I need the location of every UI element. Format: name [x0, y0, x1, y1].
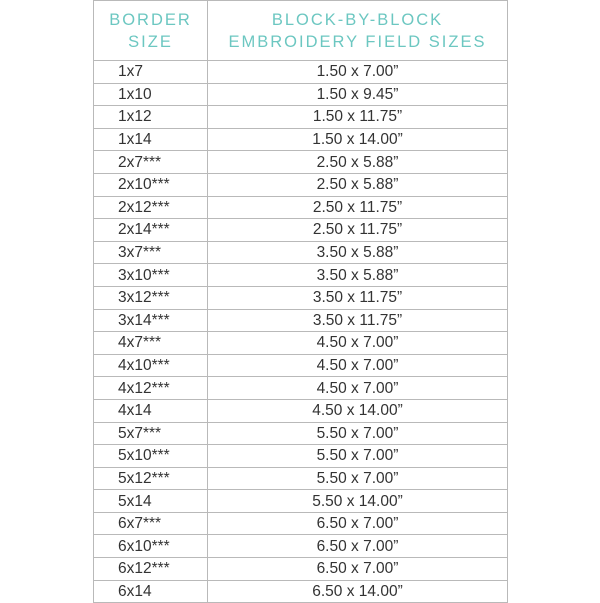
border-size-cell: 6x12*** — [94, 558, 208, 581]
table-row — [94, 286, 508, 309]
border-size-cell: 1x12 — [94, 106, 208, 129]
table-row — [94, 467, 508, 490]
table-row — [94, 309, 508, 332]
border-size-cell: 3x12*** — [94, 286, 208, 309]
field-size-cell: 6.50 x 7.00” — [208, 535, 508, 558]
table-row — [94, 399, 508, 422]
border-size-cell: 2x14*** — [94, 219, 208, 242]
table-row — [94, 173, 508, 196]
border-size-header — [94, 1, 208, 61]
border-size-cell: 4x12*** — [94, 377, 208, 400]
table-row — [94, 535, 508, 558]
table-row — [94, 106, 508, 129]
table-row — [94, 128, 508, 151]
border-size-cell: 3x7*** — [94, 241, 208, 264]
table-row — [94, 151, 508, 174]
border-size-cell: 6x14 — [94, 580, 208, 603]
table-row — [94, 377, 508, 400]
field-size-cell: 1.50 x 9.45” — [208, 83, 508, 106]
border-size-cell: 5x12*** — [94, 467, 208, 490]
border-size-cell: 2x12*** — [94, 196, 208, 219]
field-size-header-line1: BLOCK-BY-BLOCK — [271, 10, 444, 29]
field-size-cell: 6.50 x 7.00” — [208, 512, 508, 535]
border-size-cell: 3x14*** — [94, 309, 208, 332]
field-size-cell: 4.50 x 14.00” — [208, 399, 508, 422]
field-size-cell: 2.50 x 5.88” — [208, 151, 508, 174]
field-size-header-line2: EMBROIDERY FIELD SIZES — [228, 32, 487, 51]
table-row — [94, 241, 508, 264]
table-row — [94, 354, 508, 377]
table-row — [94, 196, 508, 219]
table-row — [94, 264, 508, 287]
field-size-cell: 3.50 x 5.88” — [208, 264, 508, 287]
border-size-cell: 2x7*** — [94, 151, 208, 174]
field-size-cell: 4.50 x 7.00” — [208, 354, 508, 377]
table-row — [94, 512, 508, 535]
field-size-cell: 2.50 x 5.88” — [208, 173, 508, 196]
border-size-cell: 4x14 — [94, 399, 208, 422]
field-size-cell: 2.50 x 11.75” — [208, 196, 508, 219]
table-row — [94, 490, 508, 513]
field-size-cell: 6.50 x 14.00” — [208, 580, 508, 603]
field-size-cell: 3.50 x 5.88” — [208, 241, 508, 264]
border-size-cell: 6x7*** — [94, 512, 208, 535]
border-size-cell: 4x7*** — [94, 332, 208, 355]
border-size-cell: 3x10*** — [94, 264, 208, 287]
field-size-cell: 3.50 x 11.75” — [208, 286, 508, 309]
border-size-cell: 5x14 — [94, 490, 208, 513]
field-size-header — [208, 1, 508, 61]
border-size-cell: 6x10*** — [94, 535, 208, 558]
table-row — [94, 219, 508, 242]
field-size-cell: 3.50 x 11.75” — [208, 309, 508, 332]
border-size-header-line2: SIZE — [128, 32, 173, 51]
field-size-cell: 5.50 x 14.00” — [208, 490, 508, 513]
table-row — [94, 445, 508, 468]
field-size-cell: 4.50 x 7.00” — [208, 377, 508, 400]
border-size-cell: 4x10*** — [94, 354, 208, 377]
table-row — [94, 332, 508, 355]
table-row — [94, 61, 508, 84]
table-row — [94, 83, 508, 106]
field-size-cell: 5.50 x 7.00” — [208, 445, 508, 468]
border-size-cell: 5x10*** — [94, 445, 208, 468]
table-row — [94, 580, 508, 603]
field-size-cell: 5.50 x 7.00” — [208, 422, 508, 445]
border-size-cell: 1x7 — [94, 61, 208, 84]
field-size-cell: 6.50 x 7.00” — [208, 558, 508, 581]
border-size-cell: 2x10*** — [94, 173, 208, 196]
table-header-row — [94, 1, 508, 61]
border-size-cell: 5x7*** — [94, 422, 208, 445]
size-chart — [93, 0, 507, 600]
border-size-table — [93, 0, 508, 603]
table-row — [94, 422, 508, 445]
border-size-cell: 1x10 — [94, 83, 208, 106]
border-size-header-line1: BORDER — [109, 10, 192, 29]
field-size-cell: 2.50 x 11.75” — [208, 219, 508, 242]
field-size-cell: 4.50 x 7.00” — [208, 332, 508, 355]
border-size-cell: 1x14 — [94, 128, 208, 151]
field-size-cell: 1.50 x 7.00” — [208, 61, 508, 84]
field-size-cell: 5.50 x 7.00” — [208, 467, 508, 490]
field-size-cell: 1.50 x 11.75” — [208, 106, 508, 129]
table-row — [94, 558, 508, 581]
table-body — [94, 61, 508, 603]
field-size-cell: 1.50 x 14.00” — [208, 128, 508, 151]
